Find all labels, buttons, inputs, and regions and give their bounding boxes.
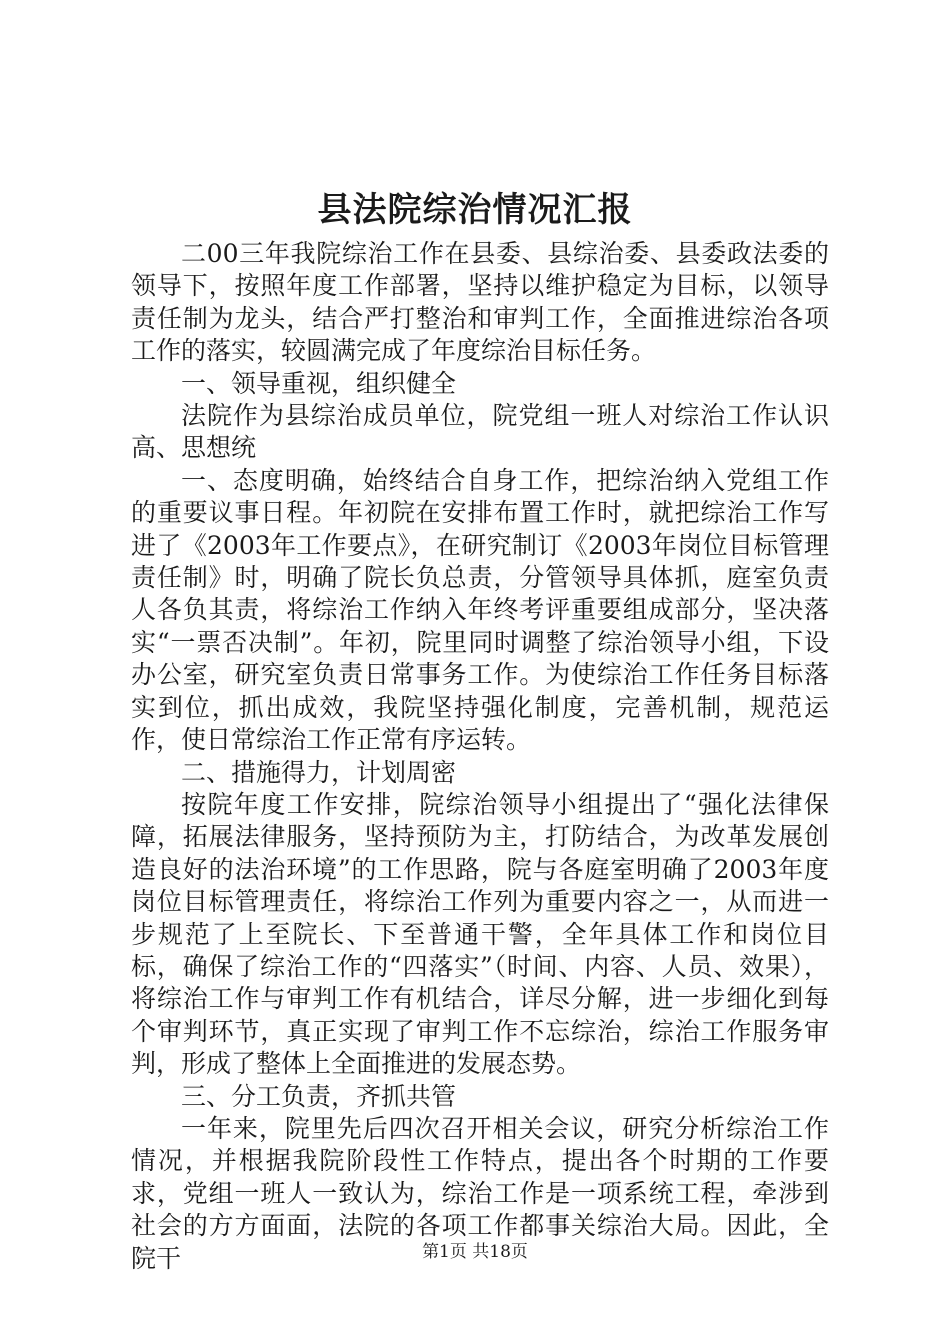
- section-heading-1: 一、领导重视，组织健全: [181, 368, 457, 398]
- paragraph: 按院年度工作安排，院综治领导小组提出了“强化法律保障，拓展法律服务，坚持预防为主，打防结合，为改革发展创造良好的法治环境”的工作思路，院与各庭室明确了2003年度岗位目标管理责任，将综治工作列为重要内容之一，从而进一步规范了上至院长、下至普通干警，全年具体工作和岗位目标，确保了综治工作的“四落实”（时间、内容、人员、效果），将综治工作与审判工作有机结合，详尽分解，进一步细化到每个审判环节，真正实现了审判工作不忘综治，综治工作服务审判，形成了整体上全面推进的发展态势。: [131, 789, 829, 1079]
- page-number-footer: 第1页 共18页: [422, 1242, 528, 1262]
- document-body: [131, 238, 829, 1275]
- paragraph: 一、态度明确，始终结合自身工作，把综治纳入党组工作的重要议事日程。年初院在安排布置工作时，就把综治工作写进了《2003年工作要点》，在研究制订《2003年岗位目标管理责任制》时，明确了院长负总责，分管领导具体抓，庭室负责人各负其责，将综治工作纳入年终考评重要组成部分，坚决落实“一票否决制”。年初，院里同时调整了综治领导小组，下设办公室，研究室负责日常事务工作。为使综治工作任务目标落实到位，抓出成效，我院坚持强化制度，完善机制，规范运作，使日常综治工作正常有序运转。: [131, 465, 829, 755]
- document-title: 县法院综治情况汇报: [317, 190, 633, 230]
- paragraph-intro: 二00三年我院综治工作在县委、县综治委、县委政法委的领导下，按照年度工作部署，坚持以维护稳定为目标，以领导责任制为龙头，结合严打整治和审判工作，全面推进综治各项工作的落实，较圆满完成了年度综治目标任务。: [131, 239, 829, 366]
- section-heading-3: 三、分工负责，齐抓共管: [181, 1081, 457, 1111]
- paragraph: 法院作为县综治成员单位，院党组一班人对综治工作认识高、思想统: [131, 401, 829, 463]
- paragraph: 一年来，院里先后四次召开相关会议，研究分析综治工作情况，并根据我院阶段性工作特点，提出各个时期的工作要求，党组一班人一致认为，综治工作是一项系统工程，牵涉到社会的方方面面，法院的各项工作都事关综治大局。因此，全院干: [131, 1113, 829, 1273]
- section-heading-2: 二、措施得力，计划周密: [181, 757, 457, 787]
